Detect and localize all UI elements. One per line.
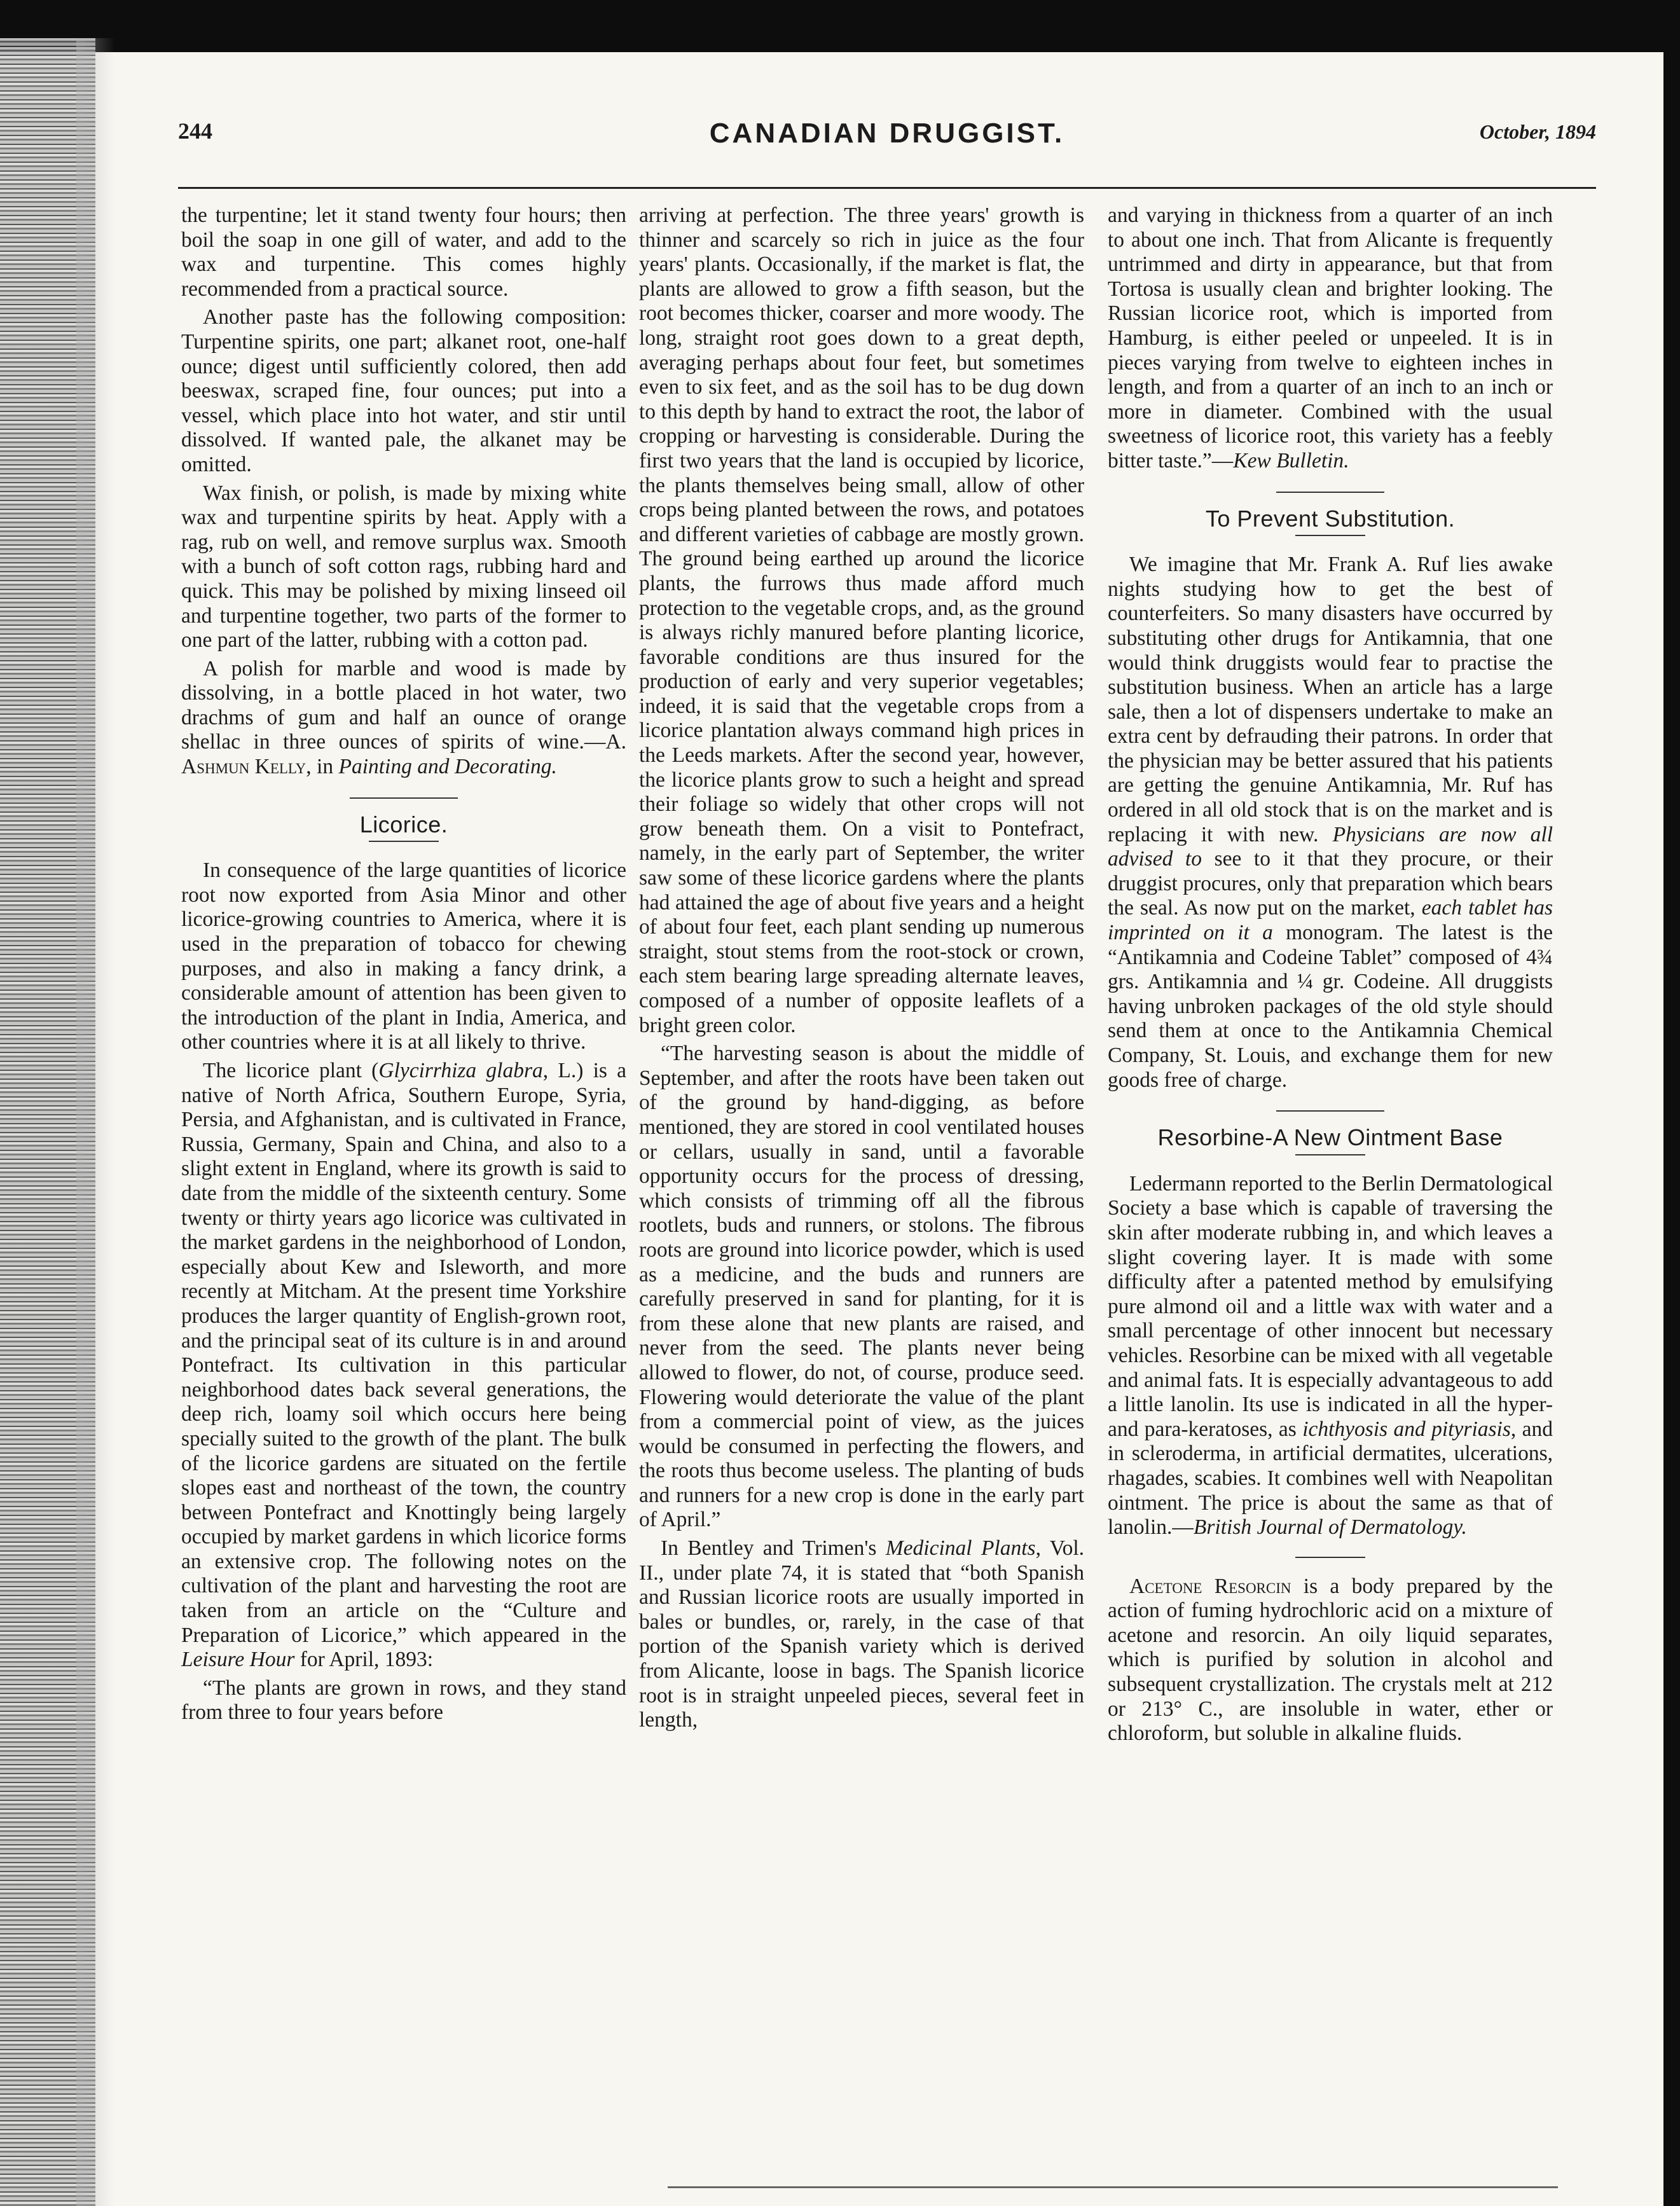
paragraph (181, 657, 626, 780)
scan-top-edge (0, 0, 1680, 52)
paragraph: Another paste has the following composition: Turpentine spirits, one part; alkanet root, one-half ounce; digest until sufficiently colored, then add beeswax, scraped fine, four ounces; put into a vessel, which place into hot water, and stir until dissolved. If wanted pale, the alkanet may be omitted. (181, 305, 626, 476)
paragraph (1108, 203, 1553, 474)
column-3 (1108, 203, 1553, 1746)
bottom-rule (668, 2186, 1558, 2188)
header-rule (178, 187, 1596, 189)
species-name: Glycirrhiza glabra (378, 1059, 543, 1082)
page-header (178, 118, 1596, 156)
source-citation: British Journal of Dermatology. (1193, 1515, 1467, 1540)
column-2 (639, 203, 1084, 1733)
italic-text: Physicians are now all advised to (1108, 822, 1553, 871)
book-title: Medicinal Plants (885, 1536, 1036, 1561)
paragraph-text: is a body prepared by the action of fuming hydrochloric acid on a mixture of acetone and resorcin. An oily liquid separates, which is purified by solution in alcohol and subsequent crystallization. The crystals melt at 212 or 213° C., are insoluble in water, ether or chloroform, but soluble in alkaline fluids. (1108, 1574, 1553, 1746)
paragraph-text: , Vol. II., under plate 74, it is stated that “both Spanish and Russian licorice roots are usually imported in bales or bundles, or, rarely, in the case of that portion of the Spanish variety which is derived from Alicante, loose in bags. The Spanish licorice root is in straight unpeeled pieces, several feet in length, (639, 1536, 1085, 1732)
paragraph (1108, 1172, 1553, 1540)
paragraph-text: We imagine that Mr. Frank A. Ruf lies awake nights studying how to get the best of counterfeiters. So many disasters have occurred by substituting other drugs for Antikamnia, that one would think druggists would fear to practise the substitution business. When an article has a large sale, then a lot of dispensers undertake to make an extra cent by defrauding their patrons. In order that the physician may be better assured that his patients are getting the genuine Antikamnia, Mr. Ruf has ordered in all old stock that is on the market and is replacing it with new. (1108, 553, 1553, 846)
paragraph-text: and varying in thickness from a quarter of an inch to about one inch. That from Alicante is frequently untrimmed and dirty in appearance, but that from Tortosa is usually clean and brighter looking. The Russian licorice root, which is imported from Hamburg, is either peeled or unpeeled. It is in pieces varying from twelve to eighteen inches in length, and from a quarter of an inch to an inch or more in diameter. Combined with the usual sweetness of licorice root, this variety has a feebly bitter taste.”— (1108, 203, 1553, 472)
paragraph-text: for April, 1893: (294, 1648, 434, 1672)
heading-rule (1295, 535, 1365, 536)
paragraph-text: The licorice plant ( (203, 1059, 379, 1082)
spine-shadow (76, 38, 114, 2206)
heading-rule (1295, 1154, 1365, 1155)
italic-text: ichthyosis and pityriasis (1302, 1417, 1511, 1441)
italic-text: each tablet has imprinted on it a (1108, 896, 1553, 945)
paragraph-text: In Bentley and Trimen's (661, 1536, 886, 1561)
paragraph-text: see to it that they procure, or their druggist procures, only that preparation which bears the seal. As now put on the market, (1108, 847, 1553, 920)
article-heading-licorice: Licorice. (359, 811, 448, 838)
paragraph (1108, 1575, 1553, 1746)
paragraph-rule (1295, 1557, 1365, 1558)
page-number: 244 (178, 118, 212, 144)
paragraph-text: , L.) is a native of North Africa, Southern Europe, Syria, Persia, and Afghanistan, and is cultivated in France, Russia, Germany, Spain and China, and also to a slight extent in England, where its growth is said to date from the middle of the sixteenth century. Some twenty or thirty years ago licorice was cultivated in the market gardens in the neighborhood of London, especially about Kew and Isleworth, and more recently at Mitcham. At the present time Yorkshire produces the larger quantity of English-grown root, and the principal seat of its culture is in and around Pontefract. Its cultivation in this particular neighborhood dates back several generations, the deep rich, loamy soil which occurs here being specially suited to the growth of the plant. The bulk of the licorice gardens are situated on the fertile slopes east and northeast of the town, the country between Pontefract and Knottingly being largely occupied by market gardens in which licorice forms an extensive crop. The following notes on the cultivation of the plant and harvesting the root are taken from an article on the “Culture and Preparation of Licorice,” which appeared in the (181, 1059, 627, 1647)
paragraph: “The harvesting season is about the middle of September, and after the roots have been taken out of the ground by hand-digging, as before mentioned, they are stored in cool ventilated houses or cellars, usually in sand, until a favorable opportunity occurs for the process of dressing, which consists of trimming off all the fibrous rootlets, buds and runners, or stolons. The fibrous roots are ground into licorice powder, which is used as a medicine, and the buds and runners are carefully preserved in sand for planting, for it is from these alone that new plants are raised, and never from the seed. The plants never being allowed to flower, do not, of course, produce seed. Flowering would deteriorate the value of the plant from a commercial point of view, as the juices would be consumed in perfecting the flowers, and the roots thus become useless. The planting of buds and runners for a new crop is done in the early part of April.” (639, 1042, 1084, 1532)
section-divider (1276, 492, 1384, 493)
paragraph-text: A polish for marble and wood is made by dissolving, in a bottle placed in hot water, two drachms of gum and half an ounce of orange shellac in three ounces of spirits of wine.— (181, 656, 626, 754)
scan-right-edge (1663, 0, 1680, 2206)
paragraph (181, 1059, 626, 1672)
section-divider (350, 797, 458, 799)
paragraph: Wax finish, or polish, is made by mixing white wax and turpentine spirits by heat. Apply with a rag, rub on well, and remove surplus wax. Smooth with a bunch of soft cotton rags, rubbing hard and quick. This may be polished by mixing linseed oil and turpentine together, two parts of the former to one part of the latter, rubbing with a cotton pad. (181, 481, 626, 652)
journal-title: CANADIAN DRUGGIST. (709, 118, 1065, 149)
issue-date: October, 1894 (1479, 120, 1596, 143)
paragraph: arriving at perfection. The three years' growth is thinner and scarcely so rich in juice as the four years' plants. Occasionally, if the market is flat, the plants are allowed to grow a fifth season, but the root becomes thicker, coarser and more woody. The long, straight root goes down to a great depth, averaging perhaps about four feet, but sometimes even to six feet, and as the soil has to be dug down to this depth by hand to extract the root, the labor of cropping or harvesting is considerable. During the first two years that the land is occupied by licorice, the plants themselves being small, allow of other crops being planted between the rows, and potatoes and different varieties of cabbage are mostly grown. The ground being earthed up around the licorice plants, the furrows thus made afford much protection to the vegetable crops, and, as the ground is always richly manured before planting licorice, favorable conditions are thus insured for the production of early and very superior vegetables; indeed, it is said that the vegetable crops from a licorice plantation always command high prices in the Leeds markets. After the second year, however, the licorice plants grow to such a height and spread their foliage so widely that other crops will not grow beneath them. On a visit to Pontefract, namely, in the early part of September, the writer saw some of these licorice gardens where the plants had attained the age of about five years and a height of about four feet, each plant sending up numerous straight, stout stems from the root-stock or crown, each stem bearing large spreading alternate leaves, composed of a number of opposite leaflets of a bright green color. (639, 203, 1084, 1037)
paragraph-text: monogram. The latest is the “Antikamnia and Codeine Tablet” composed of 4¾ grs. Antikamnia and ¼ gr. Codeine. All druggists having unbroken packages of the old style should send them at once to the Antikamnia Chemical Company, St. Louis, and exchange them for new goods free of charge. (1108, 921, 1553, 1092)
source-citation: Painting and Decorating. (338, 755, 557, 779)
column-1 (181, 203, 626, 1725)
heading-rule (369, 841, 439, 842)
source-citation: Kew Bulletin. (1233, 448, 1349, 472)
paragraph (1108, 553, 1553, 1093)
section-divider (1276, 1110, 1384, 1112)
paragraph: In consequence of the large quantities of licorice root now exported from Asia Minor and other licorice-growing countries to America, where it is used in the preparation of tobacco for chewing purposes, and also in making a fancy drink, a considerable amount of attention has been given to the introduction of the plant in India, America, and other countries where it is at all likely to thrive. (181, 858, 626, 1054)
publication-name: Leisure Hour (181, 1648, 295, 1672)
paragraph: “The plants are grown in rows, and they stand from three to four years before (181, 1676, 626, 1725)
paragraph-text: , and in scleroderma, in artificial dermatites, ulcerations, rhagades, scabies. It combines well with Neapolitan ointment. The price is about the same as that of lanolin.— (1108, 1417, 1553, 1540)
paragraph-text: Ledermann reported to the Berlin Dermatological Society a base which is capable of traversing the skin after moderate rubbing in, and which leaves a slight covering layer. It is made with some difficulty after a patented method by emulsifying pure almond oil and a little wax with water and a small percentage of other innocent but necessary vehicles. Resorbine can be mixed with all vegetable and animal fats. It is especially advantageous to add a little lanolin. Its use is indicated in all the hyper- and para-keratoses, as (1108, 1171, 1553, 1441)
article-heading-resorbine: Resorbine-A New Ointment Base (1157, 1124, 1503, 1151)
article-heading-substitution: To Prevent Substitution. (1205, 505, 1456, 532)
item-title: Acetone Resorcin (1129, 1574, 1291, 1598)
author-name: A. Ashmun Kelly (181, 730, 626, 779)
separator-text: , in (306, 755, 339, 779)
paragraph: the turpentine; let it stand twenty four hours; then boil the soap in one gill of water, and add to the wax and turpentine. This comes highly recommended from a practical source. (181, 203, 626, 301)
paragraph (639, 1536, 1084, 1733)
